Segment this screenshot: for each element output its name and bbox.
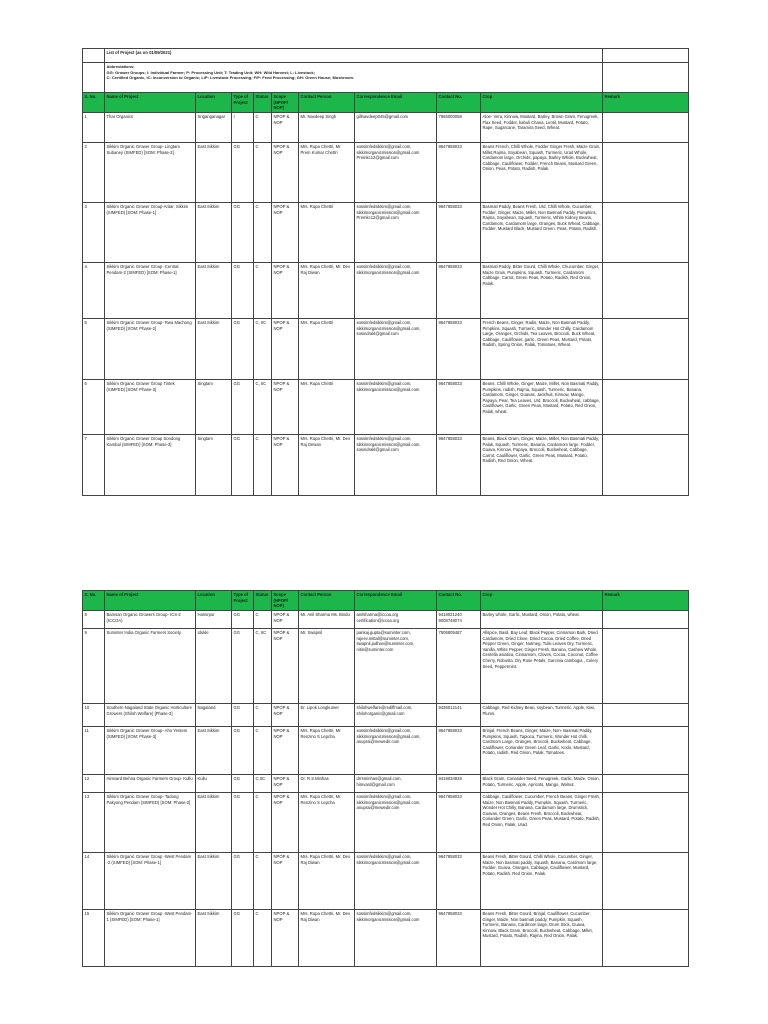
table-row <box>83 704 689 727</box>
status-cell: C <box>254 910 272 967</box>
contact-person-cell: Mrs. Rupa Chettri, Mr. Dev Raj Diwan <box>299 853 355 910</box>
crop-cell: French Beans, Ginger, Radis, Maize, Non Basmati Paddy, Pimpkins, Squash, Turmeric, Wonder Hot Chilly, Cardamom Large, Oranges, Orchids, Tea Leaves, Broccoli, Buck Wheat, Cabbage, Cauliflower, garlic, Green Peas, Mustard, Potato, Radish, Spring Onion, Palak, Tomatoes, Wheat. <box>481 319 603 380</box>
contact-person-cell: Mrs. Rupa Chettri, Mr. Prem Kumar Chettri <box>299 143 355 203</box>
project-name-cell: Sikkim Organic Grower Group Sondong Kambal (SIMFED) [SOM: Phase-3] <box>105 435 196 496</box>
status-cell: C <box>254 203 272 263</box>
status-cell: C <box>254 704 272 727</box>
header-remark: Remark <box>603 93 689 113</box>
abbreviations-line-1: GG: Grower Groups; I: Individual Farmer; P: Processing Unit; T: Trading Unit; WH: Wild Harvest; L: Livestock; <box>106 69 315 75</box>
email-cell: sossimfedsikkim@gmail.com, sikkimorganicmission@gmail.com, anuprai@mewedir.com <box>355 793 437 853</box>
project-name-cell: Sikkim Organic Grower Group- Tadong Pakyong Pendam (SIMFED) [SOM: Phase-2] <box>105 793 196 853</box>
header-row-page-2 <box>83 591 689 611</box>
remark-cell <box>603 704 689 727</box>
header-type: Type of Project <box>232 93 254 113</box>
location-cell: East Sikkim <box>196 727 232 775</box>
scope-cell: NPOP & NOP <box>272 727 299 775</box>
project-name-cell: Sikkim Organic Grower Group-Aritar, Sikkim (SIMFED) [SOM: Phase-1] <box>105 203 196 263</box>
project-name-cell: Sikkim Organic Grower Group- Rwa Machong (SIMFED) [SOM: Phase-2] <box>105 319 196 380</box>
project-name-cell: Sikkim Organic Grower Group -West Pendam-1 (SIMFED) [SOM: Phase-1] <box>105 910 196 967</box>
table-row <box>83 611 689 629</box>
contact-person-cell: Mr. Navdeep Singh <box>299 113 355 143</box>
header-status: Status <box>254 93 272 113</box>
crop-cell: Aloe- Vera, Kinnow, Mustard, Barley, Brown Gram, Fenugreek, Flax Seed, Fodder, kabuli Chana, Lentil, Mustard, Potato, Rape, Sugarcane, Taramira Seed, Wheat. <box>481 113 603 143</box>
email-cell: sossimfedsikkim@gmail.com, sikkimorganicmission@gmail.com, anuprai@mewedir.com <box>355 727 437 775</box>
type-cell: GG <box>232 203 254 263</box>
remark-cell <box>603 910 689 967</box>
status-cell: C <box>254 143 272 203</box>
status-cell: C, IIC <box>254 380 272 435</box>
contact-person-cell: Mr. Swapnil <box>299 629 355 704</box>
project-name-cell: Sikkim Organic Grower Group -Central Pendam-2 (SIMFED) [SOM: Phase-1] <box>105 263 196 319</box>
status-cell: C <box>254 727 272 775</box>
contact-person-cell: Dr. R.S.Minhas <box>299 775 355 793</box>
crop-cell: Beans, Black Gram, Ginger, Maize, Millet, Non Basmati Paddy, Palak, Squash, Turmeric, Banana, Cardamom large, Fodder, Guava, Kinnow, Papaya, Broccoli, Buckwheat, Cabbage, Carrot, Cauliflower, Garlic, Green Peas, Mustard, Potato, Radish, Red Onion, Wheat. <box>481 435 603 496</box>
contact-number-cell: 7506805487 <box>437 629 481 704</box>
header-name: Name of Project <box>105 591 196 611</box>
status-cell: C <box>254 435 272 496</box>
project-name-cell: Suminter India Organic Farmers Society <box>105 629 196 704</box>
location-cell: Singtam <box>196 380 232 435</box>
header-status: Status <box>254 591 272 611</box>
contact-person-cell: Mrs. Rupa Chettri, Mr. Dev Raj Diwan <box>299 910 355 967</box>
contact-person-cell: Mrs. Rupa Chettri <box>299 203 355 263</box>
remark-cell <box>603 263 689 319</box>
sno-cell: 13 <box>83 793 105 853</box>
scope-cell: NPOP & NOP <box>272 435 299 496</box>
location-cell: Nagaland <box>196 704 232 727</box>
contact-number-cell: 9647858033 <box>437 380 481 435</box>
contact-number-cell: 9647858033 <box>437 727 481 775</box>
project-name-cell: Sikkim Organic Grower Group -West Pendam -2 (SIMFED) [SOM: Phase-1] <box>105 853 196 910</box>
email-cell: sossimfedsikkim@gmail.com, sikkimorganicmission@gmail.com Premkc12@gmail.com <box>355 203 437 263</box>
sno-cell: 6 <box>83 380 105 435</box>
scope-cell: NPOP & NOP <box>272 380 299 435</box>
contact-person-cell: Mr. Anil Sharma Ms. Bindu <box>299 611 355 629</box>
remark-cell <box>603 319 689 380</box>
remark-cell <box>603 435 689 496</box>
sno-cell: 14 <box>83 853 105 910</box>
crop-cell: Basmati Paddy, Bitter Gourd, Chilli Whole, Chucumber, Ginger, Maize Grain, Pumpkins, Squash, Turmeric, Cardamom Cabbage, Carrot, Green Peas, Potato, Radish, Red Onion, Palak. <box>481 263 603 319</box>
remark-cell <box>603 727 689 775</box>
header-phone: Contact No. <box>437 93 481 113</box>
scope-cell: NPOP & NOP <box>272 143 299 203</box>
type-cell: GG <box>232 910 254 967</box>
location-cell: Kullu <box>196 775 232 793</box>
project-name-cell: Sikkim Organic Grower Group- Lingtam Subaney (SIMFED) [SOM: Phase-2] <box>105 143 196 203</box>
scope-cell: NPOP & NOP <box>272 629 299 704</box>
header-location: Location <box>196 591 232 611</box>
type-cell: GG <box>232 629 254 704</box>
remark-cell <box>603 380 689 435</box>
header-location: Location <box>196 93 232 113</box>
status-cell: C <box>254 611 272 629</box>
header-contact: Contact Person <box>299 591 355 611</box>
email-cell: sossimfedsikkim@gmail.com, sikkimorganicmission@gmail.com, sosindrakl@gmail.com <box>355 435 437 496</box>
crop-cell: Beans Fresh, Bitter Gourd, Brinjal, Cauliflower, Cucumber, Ginger, Maize, Non basmati paddy, Pumpkin, Squash, Turmeric, Banana, Cardmom large, Drum Stick, Guava, Kinnow, Black Gram, Broccoli, Buckwheat, Cabbage, Millet, Mustard, Potato, Radish, Rajma, Red Onion, Palak. <box>481 910 603 967</box>
contact-number-cell: 9647858033 <box>437 263 481 319</box>
sno-cell: 8 <box>83 611 105 629</box>
table-row <box>83 853 689 910</box>
scope-cell: NPOP & NOP <box>272 203 299 263</box>
table-row <box>83 380 689 435</box>
type-cell: GG <box>232 319 254 380</box>
table-row <box>83 727 689 775</box>
status-cell: C, IIC <box>254 629 272 704</box>
table-row <box>83 263 689 319</box>
contact-person-cell: Mrs. Rupa Chettri <box>299 380 355 435</box>
table-row <box>83 793 689 853</box>
email-cell: pankaj.gupta@suminter.com, rajeev.mittal@suminter.com, swapnil.jadhav@suminter.com, nitin@suminter.com <box>355 629 437 704</box>
location-cell: Sriganganagar <box>196 113 232 143</box>
scope-cell: NPOP & NOP <box>272 113 299 143</box>
scope-cell: NPOP & NOP <box>272 775 299 793</box>
email-cell: anilsharma@iccoa.org certification@iccoa.org <box>355 611 437 629</box>
scope-cell: NPOP & NOP <box>272 853 299 910</box>
location-cell: East Sikkim <box>196 793 232 853</box>
status-cell: C <box>254 263 272 319</box>
location-cell: East Sikkim <box>196 853 232 910</box>
status-cell: C,IIC <box>254 775 272 793</box>
contact-number-cell: 9647858033 <box>437 319 481 380</box>
sno-cell: 12 <box>83 775 105 793</box>
scope-cell: NPOP & NOP <box>272 611 299 629</box>
contact-person-cell: Mrs. Rupa Chettri, Mr. Dev Raj Diwan <box>299 263 355 319</box>
header-remark: Remark <box>603 591 689 611</box>
location-cell: Singtam <box>196 435 232 496</box>
type-cell: I <box>232 113 254 143</box>
email-cell: gillnavdeep045@gmail.com <box>355 113 437 143</box>
project-name-cell: Thar Organics <box>105 113 196 143</box>
sno-cell: 15 <box>83 910 105 967</box>
sno-cell: 2 <box>83 143 105 203</box>
type-cell: GG <box>232 727 254 775</box>
email-cell: sossimfedsikkim@gmail.com, sikkimorganicmission@gmail.com <box>355 380 437 435</box>
table-row <box>83 143 689 203</box>
remark-cell <box>603 853 689 910</box>
header-sno: S. No. <box>83 93 105 113</box>
project-name-cell: Sikkim Organic Grower Group- Aho Yentem (SIMFED) [SOM: Phase-3] <box>105 727 196 775</box>
header-phone: Contact No. <box>437 591 481 611</box>
header-type: Type of Project <box>232 591 254 611</box>
status-cell: C <box>254 113 272 143</box>
contact-number-cell: 9436012141 <box>437 704 481 727</box>
header-email: Correspondence Email <box>355 591 437 611</box>
location-cell: East Sikkim <box>196 263 232 319</box>
status-cell: C, IIC <box>254 319 272 380</box>
abbreviations-line-2: C: Certified Organic, IC: Inconversion to Organic; L/P: Livestock Processing; F/P: Feed Processing; GH: Green House; Mushroom. <box>106 75 355 81</box>
remark-cell <box>603 113 689 143</box>
sno-cell: 4 <box>83 263 105 319</box>
project-table-page-1 <box>82 48 689 496</box>
header-crop: Crop <box>481 93 603 113</box>
header-row <box>83 93 689 113</box>
location-cell: East Sikkim <box>196 319 232 380</box>
project-table-page-2 <box>82 590 689 967</box>
type-cell: GG <box>232 380 254 435</box>
contact-person-cell: Mrs. Rupa Chettri, Mr. Dev Raj Dewan <box>299 435 355 496</box>
type-cell: GG <box>232 775 254 793</box>
sno-cell: 7 <box>83 435 105 496</box>
crop-cell: Black Gram, Coriander Seed, Fenugreek, Garlic, Maize, Onion, Potato, Turmeric, Apple, Apricots, Mango, Walnut. <box>481 775 603 793</box>
abbreviations-label: Abbreviations: <box>106 64 135 69</box>
type-cell: GG <box>232 611 254 629</box>
location-cell: Idukki <box>196 629 232 704</box>
sno-cell: 9 <box>83 629 105 704</box>
sno-cell: 1 <box>83 113 105 143</box>
table-row <box>83 629 689 704</box>
contact-number-cell: 9418021240 9008748074 <box>437 611 481 629</box>
contact-number-cell: 9647858033 <box>437 203 481 263</box>
email-cell: shilohwelfare@rediffmail.com, shilohorganic@gmail.com <box>355 704 437 727</box>
sno-cell: 10 <box>83 704 105 727</box>
type-cell: GG <box>232 143 254 203</box>
remark-cell <box>603 629 689 704</box>
table-row <box>83 435 689 496</box>
header-scope: Scope (NPOP/ NOP) <box>272 93 299 113</box>
crop-cell: Basmati Paddy, Beans Fresh, Urd, Chilli Whole, Cucumber, Fodder, Ginger, Maize, Millet, Non Basmati Paddy, Pumpkins, Rajma, Soyabean, Squash, Turmeric, White Kidney Beans, Cardamom, Cardamom large, Oranges, Buck Wheat, Cabbage, Fodder, Mustard Black, Mustard Green, Peas, Potato, Radish. <box>481 203 603 263</box>
project-name-cell: Himvard Behna Organic Farmers Group- Kullu <box>105 775 196 793</box>
scope-cell: NPOP & NOP <box>272 910 299 967</box>
project-name-cell: Sikkim Organic Grower Group Tintek (SIMFED) [SOM: Phase-3] <box>105 380 196 435</box>
sno-cell: 3 <box>83 203 105 263</box>
contact-number-cell: 9418034928 <box>437 775 481 793</box>
abbreviations-block <box>105 63 603 93</box>
contact-person-cell: Mrs. Rupa Chettri, Mr. Renzino S Lepcha <box>299 793 355 853</box>
contact-number-cell: 7665000058 <box>437 113 481 143</box>
project-name-cell: Southern Nagaland State Organic Horticulture Growers (Shiloh Welfare) [Phase-3] <box>105 704 196 727</box>
remark-cell <box>603 203 689 263</box>
location-cell: East Sikkim <box>196 910 232 967</box>
contact-number-cell: 9647858033 <box>437 793 481 853</box>
location-cell: Hamirpur <box>196 611 232 629</box>
header-name: Name of Project <box>105 93 196 113</box>
type-cell: GG <box>232 853 254 910</box>
contact-person-cell: Mrs. Rupa Chettri, Mr. Renzino S Lepcha <box>299 727 355 775</box>
sno-cell: 11 <box>83 727 105 775</box>
remark-cell <box>603 775 689 793</box>
crop-cell: Beans French, Chilli Whole, Fodder Ginger Fresh, Maize Grain, Millet,Rajma, Soyabean, Squash, Turmeric, Urad Whole, Cardamom large, Orchids, papaya, Barley Whole, Buckwheat, Cabbage, Cauliflower, Fodder, French Beans, Mustard Green, Onion, Peas, Potato, Radish, Palak. <box>481 143 603 203</box>
scope-cell: NPOP & NOP <box>272 263 299 319</box>
header-crop: Crop <box>481 591 603 611</box>
header-email: Correspondence Email <box>355 93 437 113</box>
sno-cell: 5 <box>83 319 105 380</box>
contact-person-cell: Er. Lipok Longkumer <box>299 704 355 727</box>
email-cell: sossimfedsikkim@gmail.com, sikkimorganicmission@gmail.com Premkc12@gmail.com <box>355 143 437 203</box>
header-contact: Contact Person <box>299 93 355 113</box>
remark-cell <box>603 793 689 853</box>
table-row <box>83 113 689 143</box>
table-row <box>83 910 689 967</box>
scope-cell: NPOP & NOP <box>272 319 299 380</box>
project-name-cell: Bamsan Organic Growers Group- ICS-2 (ICCOA) <box>105 611 196 629</box>
type-cell: GG <box>232 263 254 319</box>
type-cell: GG <box>232 435 254 496</box>
table-row <box>83 203 689 263</box>
email-cell: sossimfedsikkim@gmail.com, sikkimorganicmission@gmail.com, sosindrakl@gmail.com <box>355 319 437 380</box>
document-title: List of Project (as on 01/09/2021) <box>105 49 603 63</box>
contact-number-cell: 9647858033 <box>437 910 481 967</box>
contact-person-cell: Mrs. Rupa Chettri <box>299 319 355 380</box>
location-cell: East Sikkim <box>196 203 232 263</box>
location-cell: East Sikkim <box>196 143 232 203</box>
type-cell: GG <box>232 704 254 727</box>
remark-cell <box>603 611 689 629</box>
header-scope: Scope (NPOP/ NOP) <box>272 591 299 611</box>
email-cell: sossimfedsikkim@gmail.com, sikkimorganicmission@gmail.com <box>355 910 437 967</box>
header-sno: S. No. <box>83 591 105 611</box>
table-row <box>83 775 689 793</box>
crop-cell: Brinjal, French Beans, Ginger, Maize, Non- Basmati Paddy, Pumpkins, Squash, Tapioca, Turmeric, Wonder Hot chilli, Cardmom Large, Oranges, Broccoli, Buckwheat, Cabbage, Cauliflower, Coriander Green Leaf, Garlic, Kodo, Mustard, Potato, radish, Red Onion, Palak, Tomatoes. <box>481 727 603 775</box>
type-cell: GG <box>232 793 254 853</box>
contact-number-cell: 9647858033 <box>437 435 481 496</box>
contact-number-cell: 9647858033 <box>437 143 481 203</box>
status-cell: C <box>254 853 272 910</box>
scope-cell: NPOP & NOP <box>272 793 299 853</box>
crop-cell: Beans Fresh, Bitter Gourd, Chilli Whole, Cucumber, Ginger, Maize, Non basmati paddy, Squash, Banana, Cardmom large, Fodder, Guava, Oranges, Cabbage, Cauliflower, Mustard, Potato, Radish, Red Onion, Palak. <box>481 853 603 910</box>
remark-cell <box>603 143 689 203</box>
status-cell: C <box>254 793 272 853</box>
contact-number-cell: 9647858033 <box>437 853 481 910</box>
email-cell: sossimfedsikkim@gmail.com, sikkimorganicmission@gmail.com <box>355 263 437 319</box>
email-cell: drrsminhas@gmail.com, himvard@gmail.com <box>355 775 437 793</box>
email-cell: sossimfedsikkim@gmail.com, sikkimorganicmission@gmail.com <box>355 853 437 910</box>
crop-cell: Cabbage, Red Kidney Bean, soybean, Turmeric, Apple, Kiwi, Plums. <box>481 704 603 727</box>
crop-cell: Beans, Chilli Whole, Ginger, Maize, Millet, Non Basmati Paddy, Pumpkins, radish, Rajma, Squash, Turmeric, Banana, Cardamom, Ginger, Guavas, Jackfruit, Kinnow, Mango, Papaya, Pear, Tea Leaves, Urd, Broccoli, Buckwheat, cabbage, Cauliflower, Garlic, Green Peas, Mustard, Potato, Red Onion, Palak, wheat. <box>481 380 603 435</box>
scope-cell: NPOP & NOP <box>272 704 299 727</box>
crop-cell: Allspice, Basil, Bay Leaf, Black Pepper, Cinnamon Bark, Dried Cardamom, Dried Clove, Dried Cocoa, Dried Coffee, Dried Pepper Green, Ginger, Nutmeg, Tulsi Leaves Dry, Turmeric, Vanilla, White Pepper, Ginger Fresh, Banana, Cashew Whole, Centella asiatica, Cinnamom, Cloves, Cocoa, Coconut, Coffee Cherry, Robusta, Dry Rose Petals, Garcinia cambogia , Celery Seed, Peppermint. <box>481 629 603 704</box>
table-row <box>83 319 689 380</box>
crop-cell: Barley whole, Garlic, Mustard, Onion, Potato, wheat. <box>481 611 603 629</box>
crop-cell: Cabbage, Cauliflower, Cucumber, French Beans, Ginger Fresh, Maize, Non Basmati Paddy, Pumpkin, Squash, Turmeric, Wonder Hot Chilly, Banana, Cardamom large, Drumstick, Guavas, Oranges, Beans Fresh, Broccoli, Buckwheat, Coriander Green, Garlic, Green Peas, Mustard, Potato, Radish, Red Onion, Palak, Urad. <box>481 793 603 853</box>
